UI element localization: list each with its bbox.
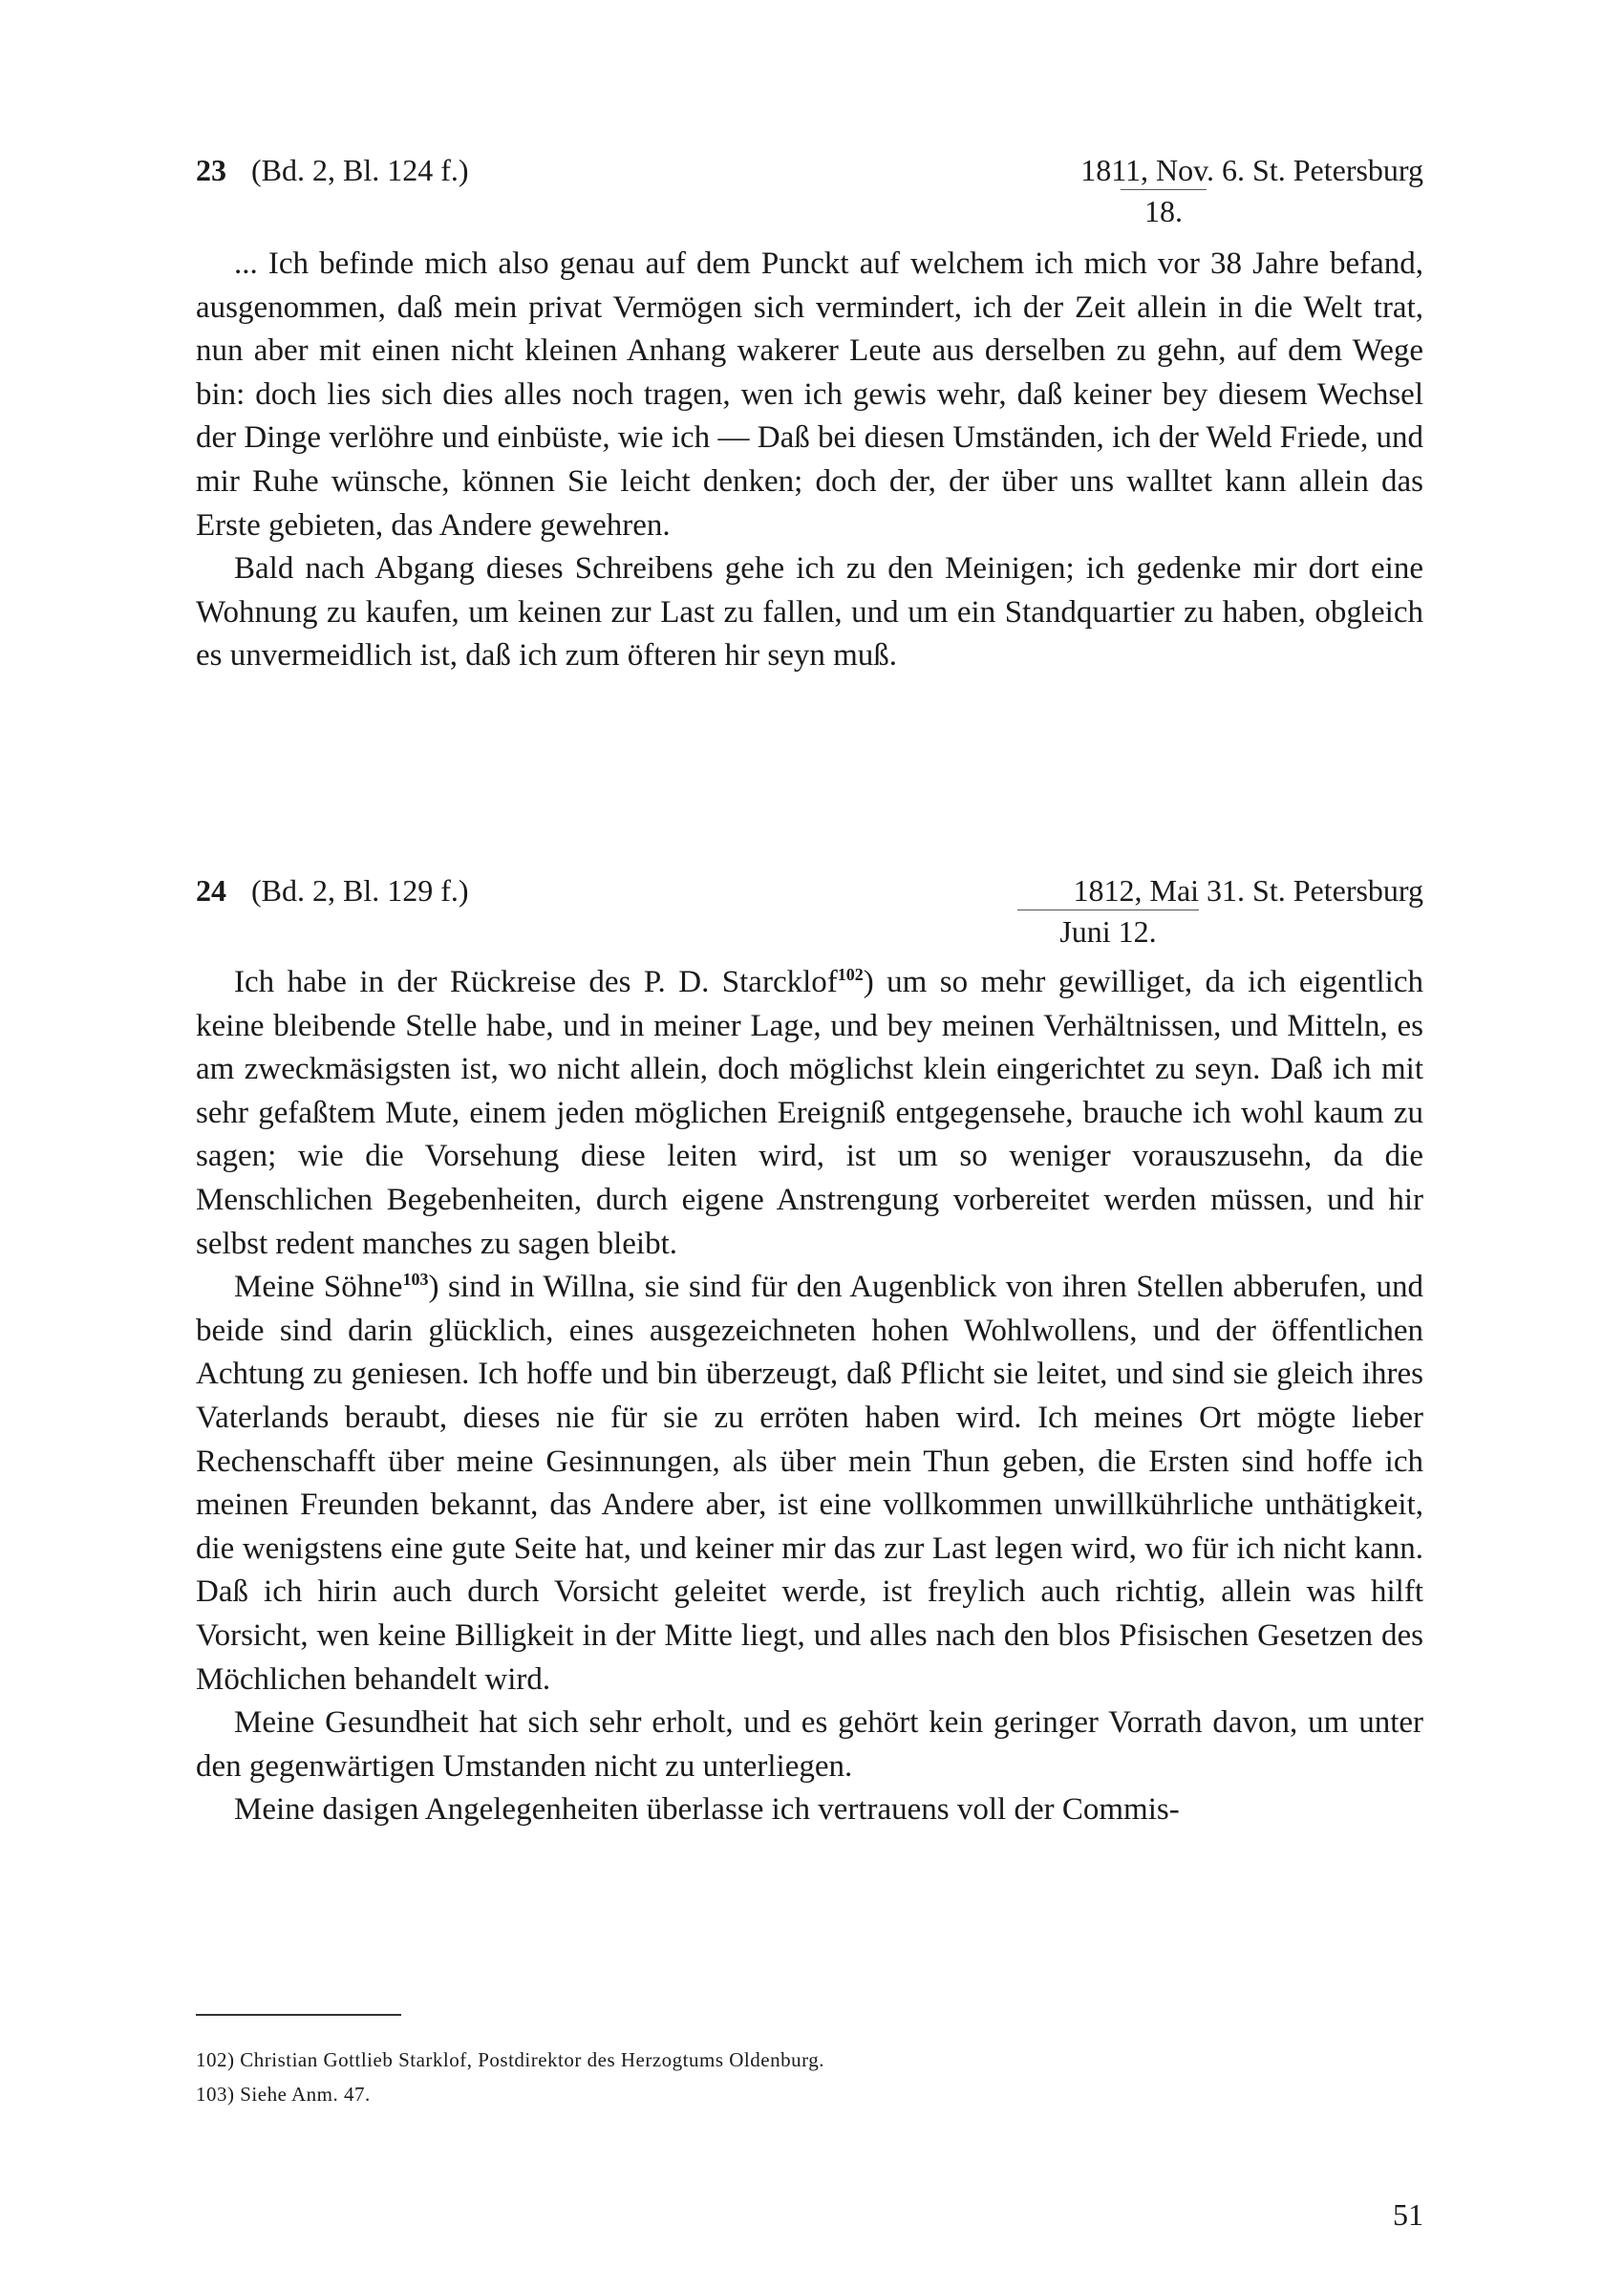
date-divider — [1121, 189, 1207, 190]
letter-body — [196, 243, 1423, 678]
paragraph: Meine Gesundheit hat sich sehr erholt, und es gehört kein geringer Vorrath davon, um unter den gegenwärtigen Umstanden nicht zu unterliegen. — [196, 1705, 1423, 1784]
paragraph: Bald nach Abgang dieses Schreibens gehe ich zu den Meinigen; ich gedenke mir dort eine Wohnung zu kaufen, um keinen zur Last zu fallen, und um ein Standquartier zu haben, obgleich es unvermeidlich ist, daß ich zum öfteren hir seyn muß. — [196, 551, 1423, 674]
date-new: 18. — [1144, 194, 1183, 228]
footnote: 103) Siehe Anm. 47. — [196, 2083, 371, 2106]
letter-date-place: 1812, Mai 31. St. Petersburg — [1073, 873, 1423, 908]
paragraph: Meine Söhne$^{103}$) sind in Willna, sie sind für den Augenblick von ihren Stellen abberufen, und beide sind darin glücklich, eines ausgezeichneten hohen Wohlwollens, und der öffentlichen Achtung zu geniesen. Ich hoffe und bin überzeugt, daß Pflicht sie leitet, und sind sie gleich ihres Vaterlands beraubt, dieses nie für sie zu erröten haben wird. Ich meines Ort mögte lieber Rechenschafft über meine Gesinnungen, als über mein Thun geben, die Ersten sind hoffe ich meinen Freunden bekannt, das Andere aber, ist eine vollkommen unwillkührliche unthätigkeit, die wenigstens eine gute Seite hat, und keiner mir das zur Last legen wird, wo für ich nicht kann. Daß ich hirin auch durch Vorsicht geleitet werde, ist freylich auch richtig, allein was hilft Vorsicht, wen keine Billigkeit in der Mitte liegt, und alles nach den blos Pfisischen Gesetzen des Möchlichen behandelt wird. — [196, 1270, 1423, 1697]
letter-source: (Bd. 2, Bl. 129 f.) — [251, 873, 469, 908]
paragraph: Meine dasigen Angelegenheiten überlasse ich vertrauens voll der Commis- — [234, 1792, 1180, 1828]
footnote-divider — [196, 2014, 401, 2016]
letter-body — [196, 961, 1423, 1832]
letter-heading — [196, 151, 1423, 189]
date-new: Juni 12. — [1059, 914, 1157, 949]
footnote-ref: 102 — [837, 965, 864, 984]
paragraph: ... Ich befinde mich also genau auf dem Punckt auf welchem ich mich vor 38 Jahre befand, ausgenommen, daß mein privat Vermögen sich vermindert, ich der Zeit allein in die Welt trat, nun aber mit einen nicht kleinen Anhang wakerer Leute aus derselben zu gehn, auf dem Wege bin: doch lies sich dies alles noch tragen, wen ich gewis wehr, daß keiner bey diesem Wechsel der Dinge verlöhre und einbüste, wie ich — Daß bei diesen Umständen, ich der Weld Friede, und mir Ruhe wünsche, können Sie leicht denken; doch der, der über uns walltet kann allein das Erste gebieten, das Andere gewehren. — [196, 246, 1423, 543]
paragraph: Ich habe in der Rückreise des P. D. Starcklof$^{102}$) um so mehr gewilliget, da ich eigentlich keine bleibende Stelle habe, und in meiner Lage, und bey meinen Verhältnissen, und Mitteln, es am zweckmäsigsten ist, wo nicht allein, doch möglichst klein eingerichtet zu seyn. Daß ich mit sehr gefaßtem Mute, einem jeden möglichen Ereigniß entgegensehe, brauche ich wohl kaum zu sagen; wie die Vorsehung diese leiten wird, ist um so weniger vorauszusehn, da die Menschlichen Begebenheiten, durch eigene Anstrengung vorbereitet werden müssen, und hir selbst redent manches zu sagen bleibt. — [196, 965, 1423, 1261]
footnote-ref: 103 — [402, 1270, 429, 1290]
letter-date-new-style — [1013, 910, 1204, 951]
letter-source: (Bd. 2, Bl. 124 f.) — [251, 153, 469, 187]
footnotes — [196, 2043, 1423, 2111]
letter-date-new-style — [1097, 189, 1230, 230]
letter-heading — [196, 871, 1423, 910]
footnote: 102) Christian Gottlieb Starklof, Postdirektor des Herzogtums Oldenburg. — [196, 2048, 824, 2071]
letter-number: 24 — [196, 873, 226, 908]
letter-number: 23 — [196, 153, 226, 187]
page-number: 51 — [1393, 2197, 1423, 2232]
letter-date-place: 1811, Nov. 6. St. Petersburg — [1080, 153, 1423, 187]
